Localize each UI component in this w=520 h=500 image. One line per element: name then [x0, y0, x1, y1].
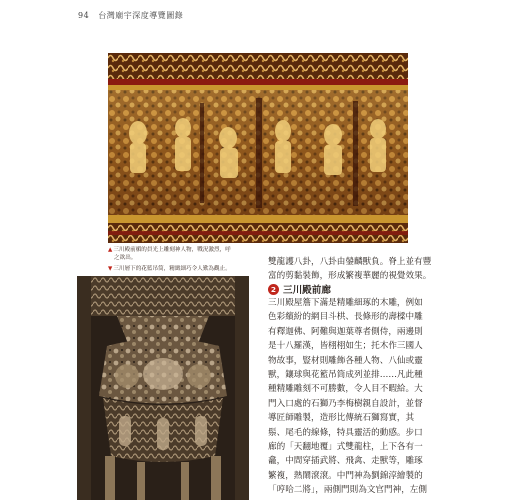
carving-photo-bottom	[77, 276, 249, 500]
body-line: 廊的「天翻地覆」式雙龍柱，上下各有一	[268, 442, 423, 453]
body-paragraph	[268, 296, 427, 498]
body-line: 繁複，熱鬧滾滾。中門神為劉錦淳繪製的	[268, 470, 423, 481]
section-number-badge: 2	[268, 284, 279, 295]
body-line: 導匠師雕製，造形比傳統石獅寫實，其	[268, 413, 415, 424]
body-line: 物故事，豎材則雕飾各種人物、八仙或靈	[268, 355, 423, 366]
carving-image-bottom	[77, 276, 249, 500]
intro-line: 雙龍護八卦，八卦由鎣麟獸負。脊上並有豐	[268, 257, 432, 267]
body-line: 有釋迦佛、阿難與迦葉尊者側侍，兩邊則	[268, 326, 423, 337]
top-caption-line1: 三川殿前楣的員光上雕刻神人物，戰況激烈，呼	[113, 247, 231, 253]
body-line: 鬃、尾毛的線條，特具靈活的動感。步口	[268, 427, 423, 438]
body-line: 種精雕雕刻不可勝數，令人目不暇給。大	[268, 384, 423, 395]
body-line: 獸，鑲球與花籃吊筒成列並排……凡此種	[268, 370, 423, 381]
body-line: 是十八羅漢，皆栩栩如生；托木作三國人	[268, 341, 423, 352]
body-line: 三川殿屋簷下滿是精雕細琢的木雕，例如	[268, 298, 423, 308]
book-title: 台灣廟宇深度導覽圖錄	[98, 11, 184, 20]
body-line: 門入口處的石獅乃李梅樹親自設計，並督	[268, 398, 423, 409]
section-title: 三川殿前廊	[283, 285, 331, 296]
carving-photo-top	[108, 53, 408, 243]
bottom-caption-text: 三川層下的花籃吊筒，精緻細巧令人歎為觀止。	[113, 266, 231, 272]
body-line: 「哼哈二將」，兩側門則為文官門神，左側	[268, 485, 427, 496]
section-heading	[268, 282, 331, 296]
bottom-photo-caption	[108, 265, 231, 273]
carving-image-top	[108, 53, 408, 243]
caption-marker-up-icon: ▲	[108, 247, 113, 253]
top-caption-line2: 之欲出。	[114, 255, 137, 261]
body-line: 色彩繽紛的網目斗栱、長條形的壽樑中雕	[268, 312, 423, 323]
page-header	[78, 10, 183, 21]
intro-line: 富的剪黏裝飾，形成繁複華麗的視覺效果。	[268, 271, 432, 282]
page-number: 94	[78, 11, 90, 20]
body-line: 龕，中間穿插武將、飛禽、走獸等，雕琢	[268, 456, 423, 467]
top-photo-caption	[108, 246, 231, 262]
caption-marker-down-icon: ▼	[108, 266, 113, 272]
intro-paragraph	[268, 255, 432, 284]
